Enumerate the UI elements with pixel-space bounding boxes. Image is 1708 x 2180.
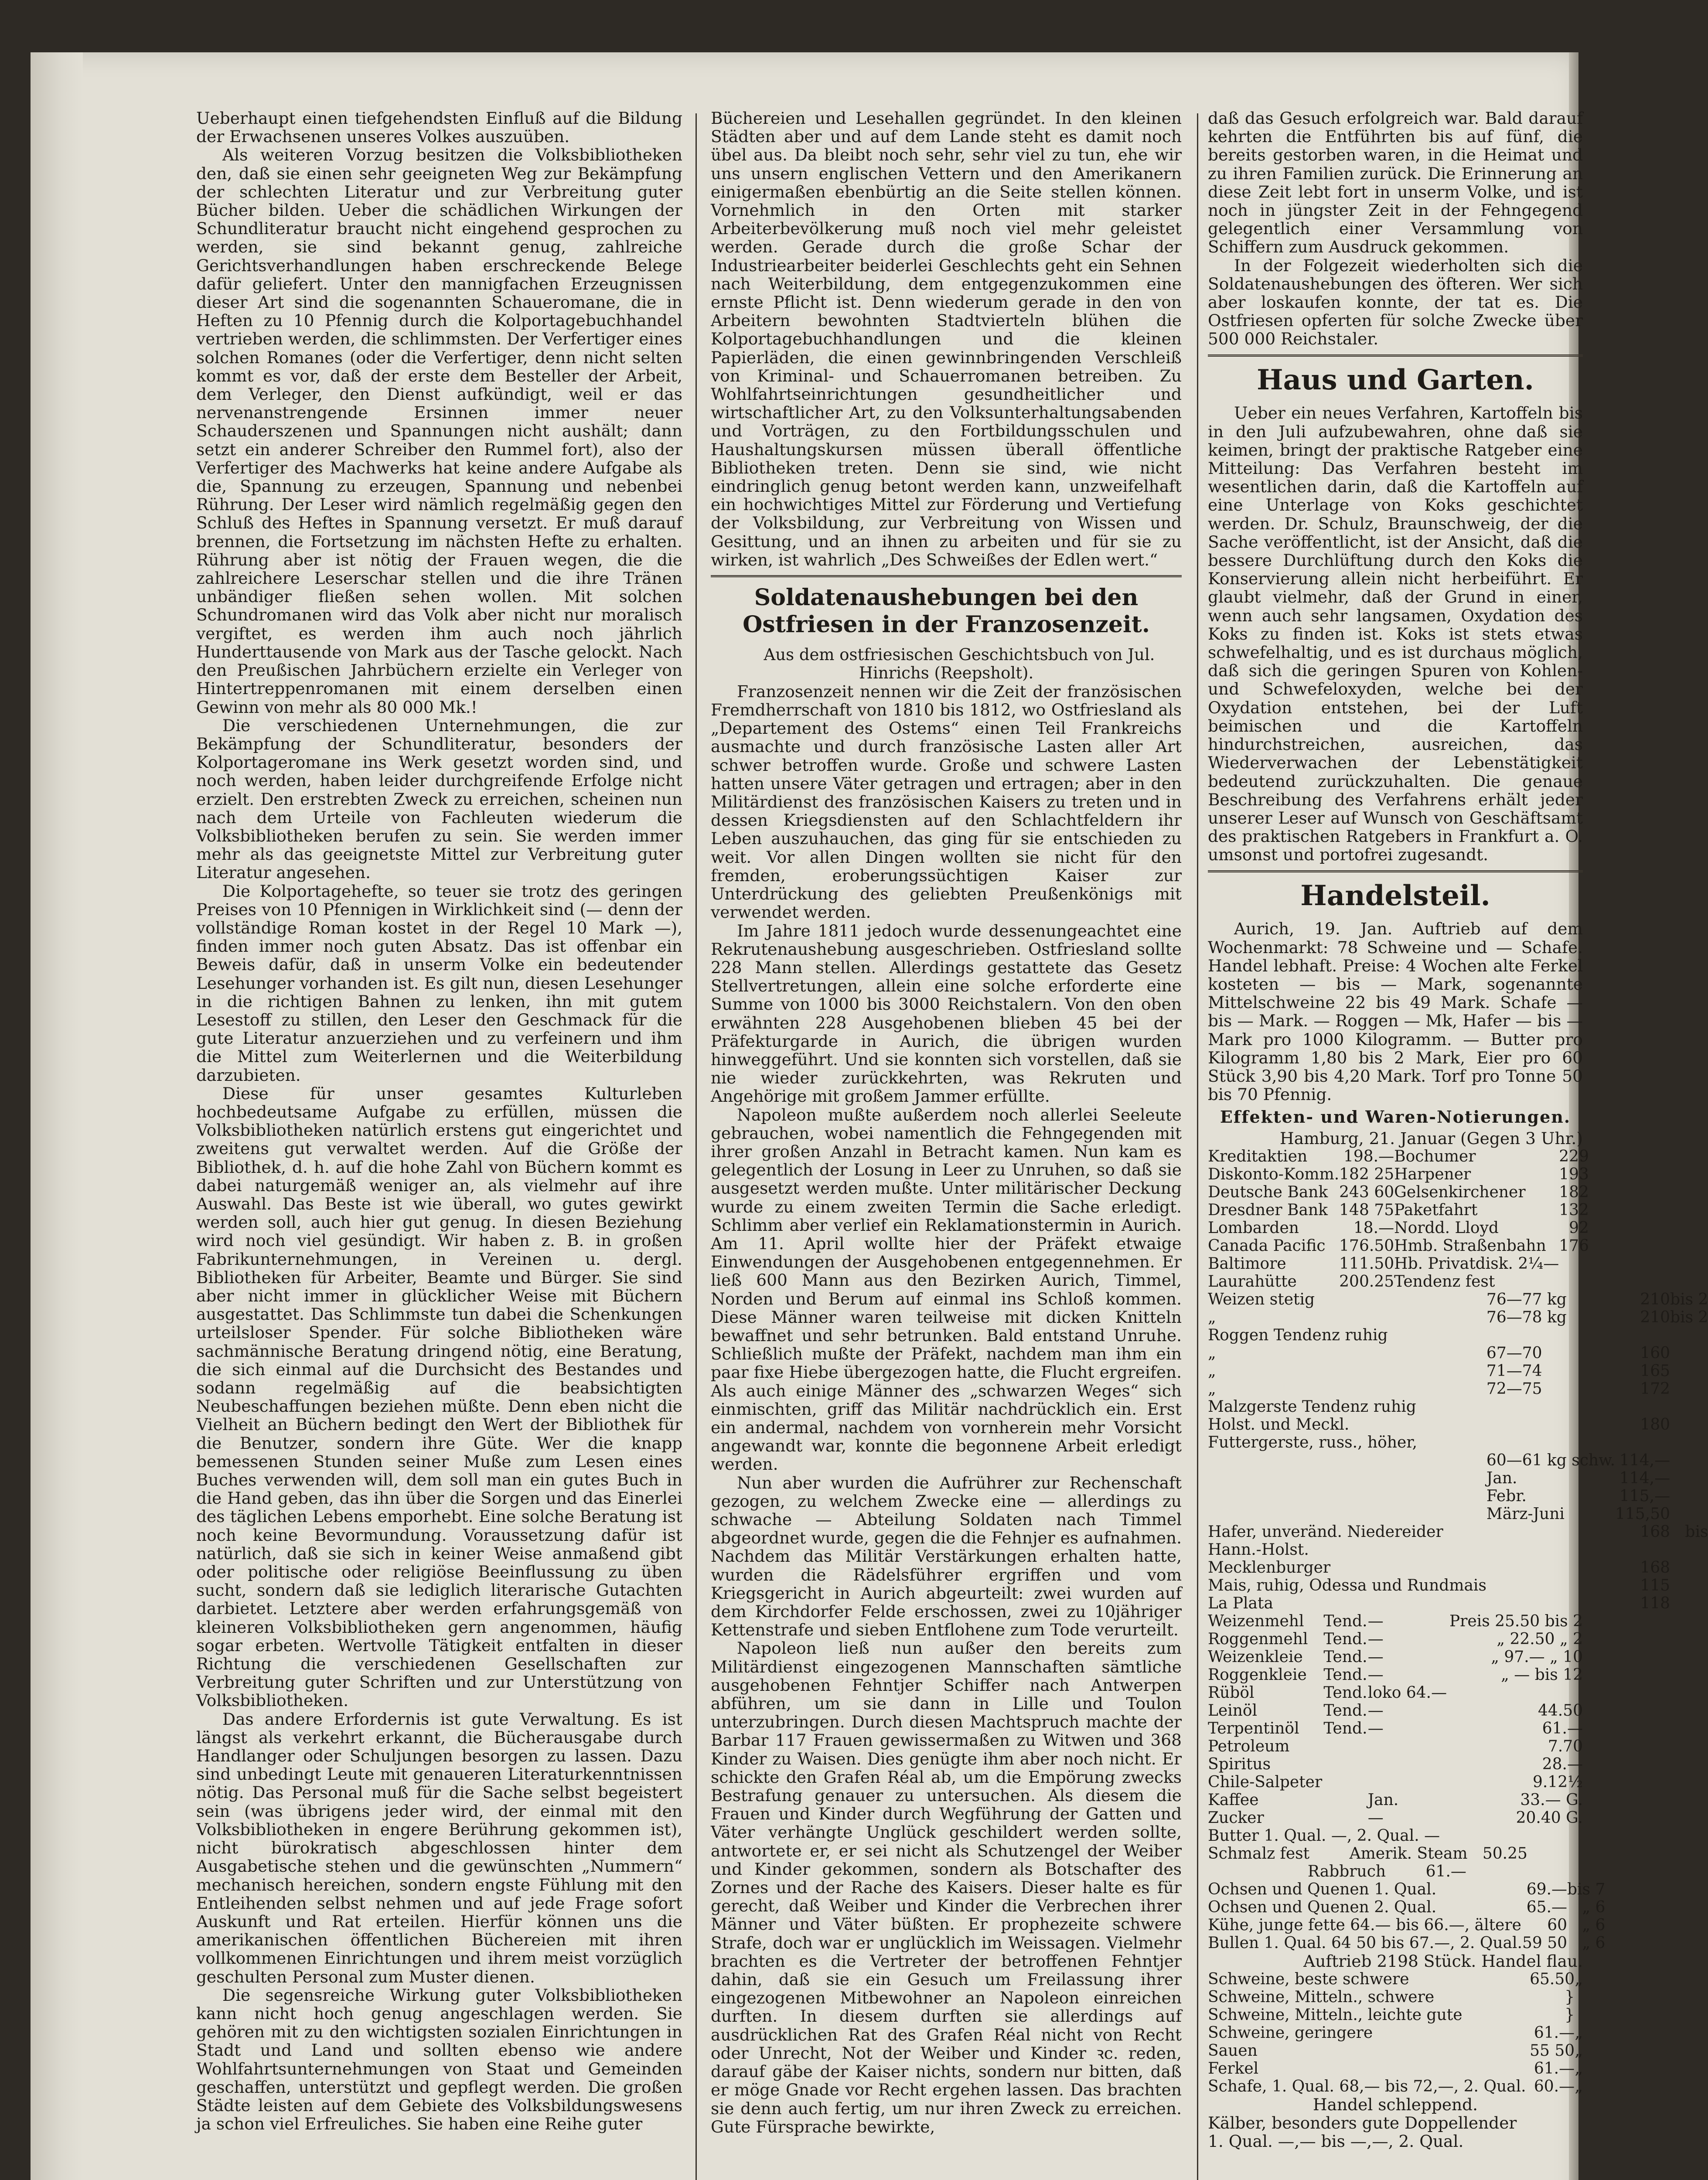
table-cell: [1368, 1755, 1448, 1773]
table-cell: bis 7: [1567, 1880, 1606, 1898]
table-row: [1208, 1219, 1589, 1237]
table-cell: 200.25: [1339, 1272, 1394, 1291]
table-cell: [1670, 1451, 1708, 1469]
table-cell: [1208, 1469, 1486, 1487]
table-cell: Hafer, unveränd. Niedereider: [1208, 1523, 1443, 1541]
table-cell: Lombarden: [1208, 1219, 1299, 1237]
kaelber-line-2: 1. Qual. —,— bis —,—, 2. Qual.: [1208, 2132, 1464, 2151]
table-row: [1208, 1612, 1583, 1630]
table-cell: Jan.: [1486, 1469, 1517, 1487]
table-cell: bis 2: [1670, 1290, 1708, 1308]
table-row: [1208, 1308, 1708, 1326]
table-cell: —: [1367, 1701, 1384, 1720]
table-row: [1208, 1451, 1708, 1469]
table-cell: [1323, 1809, 1367, 1827]
table-cell: [1486, 1398, 1615, 1416]
cattle-footer: Auftrieb 2198 Stück. Handel flau.: [1303, 1951, 1583, 1971]
table-cell: [1615, 1326, 1670, 1344]
table-cell: Sauen: [1208, 2041, 1258, 2060]
table-cell: 28.—: [1542, 1755, 1583, 1773]
table-cell: [1670, 1559, 1708, 1577]
table-cell: Febr.: [1486, 1487, 1527, 1505]
paragraph: Büchereien und Lesehallen gegründet. In den kleinen Städten aber und auf dem Lande steht es damit noch übel aus. Da bleibt noch sehr, sehr viel zu tun, ehe wir uns unsern englischen Vettern und den Amerikanern einigermaßen ebenbürtig an die Seite stellen können. Vornehmlich in den Orten mit starker Arbeiterbevölkerung muß noch viel mehr geleistet werden. Gerade durch die große Schar der Industriearbeiter beiderlei Geschlechts geht ein Sehnen nach Weiterbildung, dem entgegenzukommen eine ernste Pflicht ist. Denn wiederum gerade in den von Arbeitern bewohnten Stadtvierteln blühen die Kolportagebuchhandlungen und die kleinen Papierläden, die einen gewinnbringenden Verschleiß von Kriminal- und Schauerromanen betreiben. Zu Wohlfahrtseinrichtungen gesundheitlicher und wirtschaftlicher Art, zu den Volksunterhaltungsabenden und Vorträgen, zu den Fortbildungsschulen und Haushaltungskursen müssen überall öffentliche Bibliotheken treten. Denn sie sind, wie nicht eindringlich genug betont werden kann, unzweifelhaft ein hochwichtiges Mittel zur Förderung und Vertiefung der Volksbildung, zur Verbreitung von Wissen und Gesittung, und an ihnen zu arbeiten und für sie zu wirken, ist wahrlich „Des Schweißes der Edlen wert.“: [711, 109, 1182, 569]
table-row: [1208, 1773, 1583, 1791]
table-cell: Chile-Salpeter: [1208, 1773, 1323, 1791]
table-cell: [1670, 1577, 1708, 1594]
table-cell: 76—77 kg: [1486, 1290, 1567, 1308]
table-cell: 60—61 kg schw.: [1486, 1451, 1616, 1469]
table-cell: }: [1565, 1988, 1575, 2006]
table-row: [1208, 1487, 1708, 1505]
table-cell: März-Juni: [1486, 1505, 1565, 1523]
table-cell: Hmb. Straßenbahn: [1394, 1236, 1546, 1255]
table-row: [1208, 1523, 1708, 1541]
table-cell: 114,—: [1619, 1451, 1670, 1469]
table-row: [1208, 1273, 1589, 1291]
table-row: [1208, 2078, 1583, 2095]
table-row: [1208, 2006, 1583, 2024]
table-cell: [1575, 1988, 1583, 2006]
table-cell: Deutsche Bank: [1208, 1183, 1328, 1201]
table-cell: Bochumer: [1394, 1147, 1476, 1165]
table-cell: Laurahütte: [1208, 1272, 1297, 1291]
table-cell: Terpentinöl: [1208, 1719, 1299, 1737]
table-row: [1208, 1898, 1605, 1916]
table-row: [1208, 1791, 1583, 1809]
paragraph: Napoleon mußte außerdem noch allerlei Seeleute gebrauchen, wobei namentlich die Fehngegenden mit ihrer großen Anzahl in Betracht kamen. Nun kam es gelegentlich der Losung in Leer zu Unruhen, so daß sie ausgesetzt werden mußte. Unter militärischer Deckung wurde zu einem zweiten Termin die Sache erledigt. Schlimm aber verlief ein Reklamationstermin in Aurich. Am 11. April wollte hier der Präfekt etwaige Einwendungen der Ausgehobenen entgegennehmen. Er ließ 600 Mann aus den Bezirken Aurich, Timmel, Norden und Berum auf einmal ins Schloß kommen. Diese Männer waren teilweise mit dicken Knitteln bewaffnet und sehr betrunken. Bald entstand Unruhe. Schließlich mußte der Präfekt, nachdem man ihm ein paar fixe Hiebe übergezogen hatte, die Flucht ergreifen. Als auch einige Männer des „schwarzen Weges“ sich einmischten, griff das Militär nachdrücklich ein. Erst ein andermal, nachdem von vornherein mehr Vorsicht angewandt war, konnte die begonnene Arbeit erledigt werden.: [711, 1105, 1182, 1474]
table-cell: „: [1575, 2077, 1583, 2095]
table-row: [1208, 1434, 1708, 1451]
column-1: [196, 109, 682, 2180]
table-cell: „ — bis 12: [1501, 1666, 1583, 1684]
table-cell: Kaffee: [1208, 1791, 1259, 1809]
table-row: [1208, 1737, 1583, 1755]
table-cell: 92: [1569, 1219, 1589, 1237]
table-cell: [1486, 1559, 1615, 1577]
table-row: [1208, 1684, 1583, 1702]
table-cell: [1670, 1469, 1708, 1487]
table-cell: 180: [1640, 1415, 1670, 1434]
column-rule: [695, 113, 697, 2180]
table-cell: „: [1575, 2041, 1583, 2060]
paragraph: Die segensreiche Wirkung guter Volksbibliotheken kann nicht hoch genug angeschlagen werden. Sie gehören mit zu den wichtigsten sozialen Einrichtungen in Stadt und Land und sollten ebenso wie andere Wohlfahrtsunternehmungen von Staat und Gemeinden geschaffen, unterstützt und gepflegt werden. Die großen Städte leisten auf dem Gebiete des Volksbildungswesens ja schon viel Erfreuliches. Sie haben eine Reihe guter: [196, 1985, 682, 2134]
paragraph: Im Jahre 1811 jedoch wurde dessenungeachtet eine Rekrutenaushebung ausgeschrieben. Ostfriesland sollte 228 Mann stellen. Allerdings gestattete das Gesetz Stellvertretungen, allein eine solche erforderte eine Summe von 1000 bis 3000 Reichstalern. Von den oben erwähnten 228 Ausgehobenen blieben 45 bei der Präfekturgarde in Aurich, die übrigen wurden hinweggeführt. Und sie konnten sich vorstellen, daß sie nie wieder zurückkehrten, was Rekruten und Angehörige mit großem Jammer erfüllte.: [711, 921, 1182, 1106]
market-report: Aurich, 19. Jan. Auftrieb auf dem Wochenmarkt: 78 Schweine und — Schafe. Handel lebhaft. Preise: 4 Wochen alte Ferkel kosteten — bis — Mark, sogenannte Mittelschweine 22 bis 49 Mark. Schafe — bis — Mark. — Roggen — Mk, Hafer — bis — Mark pro 1000 Kilogramm. — Butter pro Kilogramm 1,80 bis 2 Mark, Eier pro 60 Stück 3,90 bis 4,20 Mark. Torf pro Tonne 50 bis 70 Pfennig.: [1208, 919, 1583, 1104]
table-cell: 148 75: [1339, 1201, 1394, 1219]
table-cell: Tend.: [1323, 1612, 1367, 1630]
handel-status: Handel schleppend.: [1313, 2095, 1478, 2114]
table-cell: 198.—: [1343, 1147, 1394, 1165]
table-cell: 20.40 G.: [1516, 1809, 1583, 1827]
paragraph: Ueber ein neues Verfahren, Kartoffeln bis in den Juli aufzubewahren, ohne daß sie keimen, bringt der praktische Ratgeber eine Mitteilung: Das Verfahren besteht im wesentlichen darin, daß die Kartoffeln auf eine Unterlage von Koks geschichtet werden. Dr. Schulz, Braunschweig, der die Sache veröffentlicht, ist der Ansicht, daß die bessere Durchlüftung durch den Koks die Konservierung allein nicht herbeiführt. Er glaubt vielmehr, daß der Grund in einer, wenn auch sehr langsamen, Oxydation des Koks zu finden ist. Koks ist stets etwas schwefelhaltig, und es ist durchaus möglich, daß sich die geringen Spuren von Kohlen- und Schwefeloxyden, welche bei der Oxydation entstehen, bei der Luft beimischen und die Kartoffeln hindurchstreichen, ausreichen, das Wiederverwachen der Lebenstätigkeit bedeutend zurückzuhalten. Die genaue Beschreibung des Verfahrens erhält jeder unserer Leser auf Wunsch von Geschäftsamt des praktischen Ratgebers in Frankfurt a. O. umsonst und portofrei zugesandt.: [1208, 403, 1583, 865]
table-cell: Schweine, Mitteln., leichte gute: [1208, 2006, 1463, 2024]
table-cell: „: [1208, 1380, 1216, 1398]
table-cell: 61.—: [1534, 2059, 1575, 2078]
table-cell: Paketfahrt: [1394, 1201, 1478, 1219]
table-row: [1208, 1469, 1708, 1487]
column-3: [1208, 109, 1708, 2180]
table-cell: Ochsen und Quenen 2. Qual.: [1208, 1898, 1437, 1916]
table-cell: Jan.: [1367, 1791, 1399, 1809]
table-cell: bis: [1685, 1523, 1708, 1541]
table-cell: [1670, 1434, 1708, 1451]
table-row: [1208, 1648, 1583, 1666]
paragraph: In der Folgezeit wiederholten sich die Soldatenaushebungen des öfteren. Wer sich aber loskaufen konnte, der tat es. Die Ostfriesen opferten für solche Zwecke über 500 000 Reichstaler.: [1208, 255, 1583, 349]
table-cell: 59 50: [1522, 1934, 1568, 1952]
table-cell: [1615, 1541, 1670, 1559]
table-cell: „: [1575, 1970, 1583, 1988]
table-cell: 69.—: [1526, 1880, 1568, 1898]
table-cell: Tendenz fest: [1394, 1272, 1495, 1291]
table-cell: 165: [1640, 1362, 1670, 1380]
table-cell: [1323, 1791, 1367, 1809]
table-cell: 118: [1640, 1594, 1670, 1612]
table-cell: „: [1208, 1362, 1216, 1380]
table-cell: Canada Pacific: [1208, 1236, 1326, 1255]
table-cell: „ 6: [1582, 1898, 1606, 1916]
table-cell: —: [1367, 1612, 1384, 1630]
column-rule: [1197, 113, 1198, 2180]
table-cell: [1670, 1541, 1708, 1559]
table-row: [1208, 1666, 1583, 1684]
butter-lines: [1208, 1827, 1583, 1880]
table-cell: Hann.-Holst.: [1208, 1540, 1309, 1559]
table-cell: 182 25: [1339, 1165, 1394, 1183]
section-divider: [1208, 870, 1583, 872]
table-row: [1208, 1362, 1708, 1380]
table-cell: Hb. Privatdisk. 2¼—: [1394, 1254, 1559, 1273]
table-cell: Weizenkleie: [1208, 1648, 1303, 1666]
table-cell: 229: [1559, 1147, 1589, 1165]
table-cell: [1670, 1362, 1708, 1380]
table-cell: „ 6: [1582, 1934, 1606, 1952]
table-row: [1208, 1988, 1583, 2006]
table-cell: „: [1575, 2023, 1583, 2042]
table-row: [1208, 1809, 1583, 1827]
table-cell: [1670, 1380, 1708, 1398]
table-cell: [1323, 1737, 1367, 1755]
paragraph: daß das Gesuch erfolgreich war. Bald darauf kehrten die Entführten bis auf fünf, die bereits gestorben waren, in die Heimat und zu ihren Familien zurück. Die Erinnerung an diese Zeit lebt fort in unserm Volke, und ist noch in jüngster Zeit in der Fehngegend gelegentlich einer Versammlung von Schiffern zum Ausdruck gekommen.: [1208, 109, 1583, 257]
table-cell: [1208, 1505, 1486, 1523]
table-cell: Harpener: [1394, 1165, 1471, 1183]
table-row: [1208, 1183, 1589, 1201]
table-cell: 65.—: [1526, 1898, 1568, 1916]
table-cell: Ferkel: [1208, 2059, 1259, 2078]
section-divider: [1208, 354, 1583, 357]
table-cell: 67—70: [1486, 1344, 1542, 1362]
table-cell: [1323, 1773, 1367, 1791]
table-cell: —: [1367, 1809, 1384, 1827]
table-cell: „ 97.— „ 10: [1491, 1648, 1583, 1666]
paragraph: Die Kolportagehefte, so teuer sie trotz des geringen Preises von 10 Pfennigen in Wirklichkeit sind (— denn der vollständige Roman kostet in der Regel 10 Mark —), finden immer noch guten Absatz. Das ist offenbar ein Beweis dafür, daß in unserm Volke ein bedeutender Lesehunger vorhanden ist. Es gilt nun, diesen Lesehunger in die richtigen Bahnen zu lenken, ihn mit gutem Lesestoff zu stillen, den Leser den Geschmack für die gute Literatur anzuerziehen und zu verfeinern und ihm die Mittel zum Weiterlernen und die Weiterbildung darzubieten.: [196, 881, 682, 1085]
table-cell: Gelsenkirchener: [1394, 1183, 1526, 1201]
table-cell: 132: [1559, 1201, 1589, 1219]
table-cell: Malzgerste Tendenz ruhig: [1208, 1397, 1416, 1416]
newspaper-page: [31, 52, 1708, 2180]
table-cell: Tend.: [1323, 1701, 1367, 1720]
table-row: [1208, 1380, 1708, 1398]
table-cell: [1670, 1487, 1708, 1505]
table-cell: Futtergerste, russ., höher,: [1208, 1433, 1418, 1451]
paragraph: Franzosenzeit nennen wir die Zeit der französischen Fremdherrschaft von 1810 bis 1812, wo Ostfriesland als „Departement des Ostems“ einen Teil Frankreichs ausmachte und durch französische Lasten aller Art schwer betroffen wurde. Große und schwere Lasten hatten unsere Väter getragen und ertragen; aber in den Militärdienst des französischen Kaisers zu treten und in dessen Kriegsdiensten auf den Schlachtfeldern ihr Leben auszuhauchen, das ging für sie entschieden zu weit. Vor allen Dingen wollten sie nicht für den fremden, eroberungssüchtigen Kaiser zur Unterdrückung des geliebten Preußenkönigs mit verwendet werden.: [711, 681, 1182, 922]
table-row: [1208, 1880, 1605, 1898]
table-cell: loko 64.—: [1367, 1683, 1447, 1702]
table-cell: Tend.: [1323, 1648, 1367, 1666]
table-row: [1208, 1148, 1589, 1165]
table-cell: [1670, 1398, 1708, 1416]
table-cell: [1559, 1255, 1589, 1273]
table-cell: Weizenmehl: [1208, 1612, 1304, 1630]
table-row: [1208, 1201, 1589, 1219]
table-cell: }: [1565, 2006, 1575, 2024]
table-cell: 76—78 kg: [1486, 1308, 1567, 1326]
table-cell: [1670, 1416, 1708, 1434]
table-cell: 160: [1640, 1344, 1670, 1362]
table-cell: [1448, 1684, 1583, 1702]
table-cell: 18.—: [1353, 1219, 1394, 1237]
table-cell: Tend.: [1323, 1630, 1367, 1648]
table-cell: 44.50: [1538, 1701, 1583, 1720]
table-cell: [1486, 1541, 1615, 1559]
table-cell: 115,50: [1615, 1505, 1670, 1523]
table-cell: „ 22.50 „ 2: [1497, 1630, 1583, 1648]
table-cell: [1208, 1451, 1486, 1469]
hamburg-dateline: Hamburg, 21. Januar (Gegen 3 Uhr.): [1280, 1128, 1583, 1148]
table-row: [1208, 1291, 1708, 1308]
grain-table: [1208, 1291, 1708, 1612]
table-cell: Preis 25.50 bis 2: [1449, 1612, 1583, 1630]
table-cell: [1323, 1755, 1367, 1773]
table-cell: Roggenmehl: [1208, 1630, 1308, 1648]
section-divider: [711, 575, 1182, 577]
column-2: [711, 109, 1182, 2180]
table-row: [1208, 1237, 1589, 1255]
pigs-table: [1208, 1970, 1583, 2095]
table-cell: Schweine, beste schwere: [1208, 1970, 1409, 1988]
section-title-haus: Haus und Garten.: [1257, 363, 1534, 396]
table-cell: Tend.: [1323, 1683, 1367, 1702]
table-cell: Baltimore: [1208, 1254, 1286, 1273]
article-title: Soldatenaushebungen bei den Ostfriesen in der Franzosenzeit.: [743, 584, 1150, 638]
table-cell: —: [1367, 1666, 1384, 1684]
table-cell: 9.12½: [1532, 1773, 1583, 1791]
table-cell: 60.—: [1534, 2077, 1575, 2095]
table-cell: 210: [1640, 1290, 1670, 1308]
table-cell: Tend.: [1323, 1719, 1367, 1737]
table-cell: 60: [1547, 1916, 1568, 1934]
table-cell: Leinöl: [1208, 1701, 1258, 1720]
table-cell: [1208, 1487, 1486, 1505]
table-row: [1208, 1594, 1708, 1612]
text-line: Rabbruch 61.—: [1208, 1862, 1466, 1880]
table-cell: 182: [1559, 1183, 1589, 1201]
table-cell: [1559, 1273, 1589, 1291]
table-cell: 33.— G.: [1520, 1791, 1583, 1809]
binding-gutter: [31, 52, 83, 2180]
table-cell: 210: [1640, 1308, 1670, 1326]
text-line: Schmalz fest Amerik. Steam 50.25: [1208, 1844, 1527, 1863]
stocks-table: [1208, 1148, 1589, 1291]
table-cell: 72—75: [1486, 1380, 1542, 1398]
paragraph: Als weiteren Vorzug besitzen die Volksbibliotheken den, daß sie einen sehr geeigneten Weg zur Bekämpfung der schlechten Literatur und zur Verbreitung guter Bücher bilden. Ueber die schädlichen Wirkungen der Schundliteratur braucht nicht eingehend gesprochen zu werden, sie sind bekannt genug, zahlreiche Gerichtsverhandlungen haben erschreckende Belege dafür geliefert. Unter den mannigfachen Erzeugnissen dieser Art sind die sogenannten Schaueromane, die in Heften zu 10 Pfennig durch die Kolportagebuchhandel vertrieben werden, die schlimmsten. Der Verfertiger eines solchen Romanes (oder die Verfertiger, denn nicht selten kommt es vor, daß der erste dem Besteller der Arbeit, dem Verleger, den Dienst aufkündigt, weil er das nervenanstrengende Ersinnen immer neuer Schauderszenen und Spannungen nicht aushält; dann setzt ein anderer Schreiber den Rummel fort), also der Verfertiger des Machwerks hat keine andere Aufgabe als die, Spannung zu erzeugen, Spannung und nebenbei Rührung. Der Leser wird nämlich regelmäßig gegen den Schluß des Heftes in Spannung versetzt. Er muß darauf brennen, die Fortsetzung im nächsten Hefte zu erhalten. Rührung aber ist nötig der Frauen wegen, die die zahlreichere Leserschar stellen und die ihre Tränen unbändiger fließen sehen wollen. Mit solchen Schundromanen wird das Volk aber nicht nur moralisch vergiftet, es werden ihm auch noch jährlich Hunderttausende von Mark aus der Tasche gelockt. Nach den Preußischen Jahrbüchern erzielte ein Verleger von Hintertreppenromanen mit einem derselben einen Gewinn von mehr als 80 000 Mk.!: [196, 145, 682, 717]
table-row: [1208, 1165, 1589, 1183]
paragraph: Nun aber wurden die Aufrührer zur Rechenschaft gezogen, zu welchem Zwecke eine — allerdings zu schwache — Abteilung Soldaten nach Timmel abgeordnet wurde, gegen die die Fehnjer es aufnahmen. Nachdem das Militär Verstärkungen erhalten hatte, wurden die Rädelsführer ergriffen und vom Kriegsgericht in Aurich abgeurteilt: zwei wurden auf dem Kirchdorfer Felde erschossen, zwei zu 10jähriger Kettenstrafe und sieben Entflohene zum Tode verurteilt.: [711, 1473, 1182, 1640]
table-cell: [1670, 1594, 1708, 1612]
table-cell: —: [1367, 1648, 1384, 1666]
table-cell: bis 2: [1670, 1308, 1708, 1326]
table-cell: 114,—: [1619, 1469, 1670, 1487]
table-cell: 71—74: [1486, 1362, 1542, 1380]
paragraph: Die verschiedenen Unternehmungen, die zur Bekämpfung der Schundliteratur, besonders der Kolportageromane ins Werk gesetzt worden sind, und noch werden, haben leider durchgreifende Erfolge nicht erzielt. Den erstrebten Zweck zu erreichen, scheinen nun nach dem Urteile von Fachleuten wiederum die Volksbibliotheken berufen zu sein. Sie werden immer mehr als das geeignetste Mittel zur Verbreitung guter Literatur angesehen.: [196, 715, 682, 882]
table-row: [1208, 1541, 1708, 1559]
table-cell: Zucker: [1208, 1809, 1264, 1827]
table-cell: Mecklenburger: [1208, 1558, 1331, 1577]
table-cell: [1486, 1594, 1615, 1612]
table-cell: [1670, 1344, 1708, 1362]
table-cell: [1486, 1416, 1615, 1434]
table-cell: —: [1367, 1719, 1384, 1737]
table-cell: 243 60: [1339, 1183, 1394, 1201]
table-cell: Dresdner Bank: [1208, 1201, 1328, 1219]
table-cell: Bullen 1. Qual. 64 50 bis 67.—, 2. Qual.: [1208, 1934, 1522, 1952]
table-cell: Mais, ruhig, Odessa und Rundmais: [1208, 1576, 1486, 1594]
table-cell: [1368, 1773, 1448, 1791]
table-cell: 115: [1640, 1576, 1670, 1594]
section-title-handel: Handelsteil.: [1300, 879, 1490, 912]
cattle-table: [1208, 1880, 1605, 1952]
table-cell: Tend.: [1323, 1666, 1367, 1684]
table-row: [1208, 1416, 1708, 1434]
table-cell: Weizen stetig: [1208, 1290, 1315, 1308]
table-cell: Kühe, junge fette 64.— bis 66.—, ältere: [1208, 1916, 1521, 1934]
table-row: [1208, 1970, 1583, 1988]
table-cell: 193: [1559, 1165, 1589, 1183]
table-cell: [1615, 1434, 1670, 1451]
table-cell: [1486, 1523, 1615, 1541]
table-cell: 168: [1640, 1558, 1670, 1577]
table-cell: 168: [1640, 1523, 1670, 1541]
table-cell: [1486, 1326, 1615, 1344]
table-row: [1208, 1755, 1583, 1773]
table-row: [1208, 1505, 1708, 1523]
table-cell: [1670, 1326, 1708, 1344]
table-cell: Holst. und Meckl.: [1208, 1415, 1350, 1434]
table-cell: 172: [1640, 1380, 1670, 1398]
table-cell: „ 6: [1582, 1916, 1606, 1934]
table-row: [1208, 1916, 1605, 1934]
kaelber-line: Kälber, besonders gute Doppellender: [1208, 2113, 1517, 2133]
table-cell: [1670, 1505, 1708, 1523]
table-row: [1208, 2042, 1583, 2060]
table-cell: Nordd. Lloyd: [1394, 1219, 1499, 1237]
table-row: [1208, 1577, 1708, 1594]
table-cell: [1575, 2006, 1583, 2024]
table-cell: 61.—: [1542, 1719, 1583, 1737]
paragraph: Ueberhaupt einen tiefgehendsten Einfluß auf die Bildung der Erwachsenen unseres Volkes auszuüben.: [196, 109, 682, 146]
table-cell: [1486, 1577, 1615, 1594]
table-row: [1208, 1559, 1708, 1577]
table-cell: „: [1208, 1308, 1216, 1326]
article-byline: Aus dem ostfriesischen Geschichtsbuch von Jul. Hinrichs (Reepsholt).: [764, 645, 1155, 682]
table-row: [1208, 2060, 1583, 2078]
table-cell: La Plata: [1208, 1594, 1273, 1612]
table-row: [1208, 1702, 1583, 1720]
table-cell: 111.50: [1339, 1254, 1394, 1273]
paragraph: Diese für unser gesamtes Kulturleben hochbedeutsame Aufgabe zu erfüllen, müssen die Volksbibliotheken natürlich erstens gut eingerichtet und zweitens gut verwaltet werden. Auf die Größe der Bibliothek, d. h. auf die hohe Zahl von Büchern kommt es dabei naturgemäß weniger an, als vielmehr auf ihre Auswahl. Das Beste ist wie überall, wo gutes gewirkt werden soll, auch hier gut genug. In diesen Beziehung wird noch viel gesündigt. Wir haben z. B. in großen Fabrikunternehmungen, in Vereinen u. dergl. Bibliotheken für Arbeiter, Beamte und Bürger. Sie sind aber nicht immer in glücklicher Weise mit Büchern ausgestattet. Das Schlimmste tun dabei die Schenkungen urteilsloser Spender. Für solche Bibliotheken wäre sachmännische Beratung dringend nötig, eine Beratung, die sich einmal auf die Durchsicht des Bestandes und sodann regelmäßig auf die beabsichtigten Neubeschaffungen beziehen müßte. Denn eben nicht die Vielheit an Büchern bedingt den Wert der Bibliothek für die Benutzer, sondern ihre Güte. Wer die knapp bemessenen Stunden seiner Muße zum Lesen eines Buches verwenden will, dem soll man ein gutes Buch in die Hand geben, das ihn über die Sorgen und das Einerlei des täglichen Lebens emporhebt. Eine solche Beratung ist noch keine Bevormundung. Voraussetzung dafür ist natürlich, daß sie sich in keiner Weise anmaßend gibt oder politische oder religiöse Beeinflussung zu üben sucht, sondern daß sie lediglich literarische Gutachten darbietet. Letztere aber werden erfahrungsgemäß von kleineren Volksbibliotheken gern angenommen, häufig sogar erbeten. Wertvolle Tätigkeit entfalten in dieser Richtung die verschiedenen Gesellschaften zur Verbreitung guter Schriften und zur Unterstützung von Volksbibliotheken.: [196, 1083, 682, 1710]
table-cell: [1368, 1737, 1448, 1755]
effekten-title: Effekten- und Waren-Notierungen.: [1220, 1107, 1571, 1127]
table-row: [1208, 1255, 1589, 1273]
table-cell: Schweine, Mitteln., schwere: [1208, 1988, 1435, 2006]
table-row: [1208, 1720, 1583, 1737]
table-cell: Petroleum: [1208, 1737, 1290, 1755]
table-cell: 115,—: [1619, 1487, 1670, 1505]
table-cell: Roggen Tendenz ruhig: [1208, 1326, 1388, 1344]
table-cell: Roggenkleie: [1208, 1666, 1307, 1684]
table-cell: 176: [1559, 1236, 1589, 1255]
table-cell: 55 50: [1530, 2041, 1575, 2060]
paragraph: Napoleon ließ nun außer den bereits zum Militärdienst eingezogenen Mannschaften sämtliche ausgehobenen Fehntjer Schiffer nach Antwerpen abführen, um sie dann in Lille und Toulon unterzubringen. Durch diesen Machtspruch machte der Barbar 117 Frauen gewissermaßen zu Witwen und 368 Kinder zu Waisen. Dies genügte ihm aber noch nicht. Er schickte den Grafen Réal ab, um die Empörung zwecks Bestrafung genauer zu untersuchen. Als diesem die Frauen und Kinder durch Wegführung der Gatten und Väter verhängte Unglück geschildert werden sollte, antwortete er, er sei nicht als Schutzengel der Weiber und Kinder gekommen, sondern als Botschafter des Zornes und der Rache des Kaisers. Dieser halte es für gerecht, daß Weiber und Kinder die Verbrechen ihrer Männer und Väter büßten. Er prophezeite schwere Strafe, doch war er unglücklich im Weissagen. Vielmehr brachten es die Vertreter der betroffenen Fehntjer dahin, daß sie ein Gesuch um Freilassung ihrer eingezogenen Mitbewohner an Napoleon einreichen durften. In diesem durften sie allerdings auf ausdrücklichen Rat des Grafen Réal nicht von Recht oder Unrecht, Not der Weiber und Kinder ꝛc. reden, darauf gäbe der Kaiser nichts, sondern nur bitten, daß er möge Gnade vor Recht ergehen lassen. Das brachten sie denn auch fertig, um nur ihren Zweck zu erreichen. Gute Fürsprache bewirkte,: [711, 1638, 1182, 2136]
table-cell: Ochsen und Quenen 1. Qual.: [1208, 1880, 1437, 1898]
table-cell: Rüböl: [1208, 1683, 1255, 1702]
table-cell: [1486, 1434, 1615, 1451]
table-cell: —: [1367, 1630, 1384, 1648]
table-cell: 61.—: [1534, 2023, 1575, 2042]
table-cell: 65.50: [1530, 1970, 1575, 1988]
table-row: [1208, 1630, 1583, 1648]
table-cell: 176.50: [1339, 1236, 1394, 1255]
table-cell: Kreditaktien: [1208, 1147, 1308, 1165]
table-row: [1208, 1398, 1708, 1416]
paragraph: Das andere Erfordernis ist gute Verwaltung. Es ist längst als verkehrt erkannt, die Bücherausgabe durch Handlanger oder Schuljungen besorgen zu lassen. Dazu sind unbedingt Leute mit genaueren Literaturkenntnissen nötig. Das Personal muß für die Sache selbst begeistert sein (was übrigens jeder wird, der einmal mit den Volksbibliotheken in engere Berührung gekommen ist), nicht bürokratisch abgeschlossen hinter dem Ausgabetische stehen und die gewünschten „Nummern“ mechanisch hereichen, sondern engste Fühlung mit den Entleihenden selbst nehmen und auf jede Frage sofort Auskunft und Rat erteilen. Hierfür können uns die amerikanischen öffentlichen Büchereien mit ihren vollkommenen Einrichtungen und ihrem meist vorzüglich geschulten Personal zum Muster dienen.: [196, 1709, 682, 1986]
table-cell: Schafe, 1. Qual. 68,— bis 72,—, 2. Qual.: [1208, 2077, 1526, 2095]
table-cell: „: [1208, 1344, 1216, 1362]
table-cell: [1615, 1398, 1670, 1416]
table-cell: Spiritus: [1208, 1755, 1271, 1773]
table-cell: Schweine, geringere: [1208, 2023, 1373, 2042]
text-line: Butter 1. Qual. —, 2. Qual. —: [1208, 1826, 1440, 1845]
flour-table: [1208, 1612, 1583, 1827]
table-cell: Diskonto-Komm.: [1208, 1165, 1340, 1183]
table-row: [1208, 2024, 1583, 2042]
table-row: [1208, 1344, 1708, 1362]
table-cell: „: [1575, 2059, 1583, 2078]
table-row: [1208, 1934, 1605, 1952]
table-row: [1208, 1326, 1708, 1344]
table-cell: 7.70: [1548, 1737, 1583, 1755]
